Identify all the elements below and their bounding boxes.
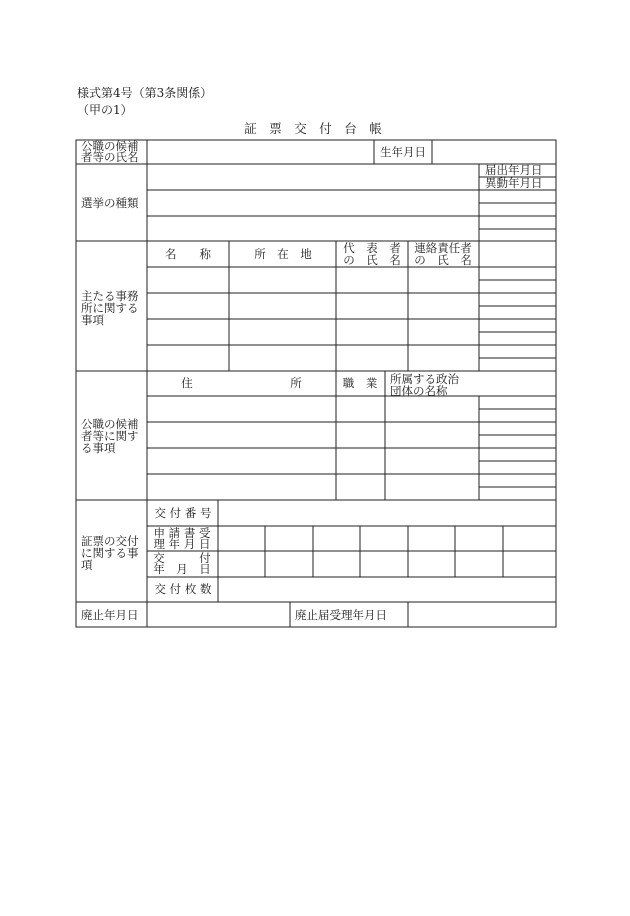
candidate-name-label-1: 公職の候補: [81, 139, 139, 153]
abolish-receipt-date-label: 廃止届受理年月日: [295, 608, 387, 622]
office-label-1: 主たる事務: [81, 289, 139, 303]
form-title: 証 票 交 付 台 帳: [244, 121, 382, 136]
office-col-rep-1: 代 表 者: [343, 241, 401, 255]
office-col-rep-2: の 氏 名: [343, 253, 401, 267]
office-col-contact-2: の 氏 名: [414, 253, 472, 267]
issue-date-label-2: 年 月 日: [153, 562, 211, 576]
issue-number-label: 交 付 番 号: [154, 506, 212, 520]
change-date-label: 異動年月日: [485, 176, 543, 190]
issue-label-1: 証票の交付: [81, 534, 139, 548]
election-type-label: 選挙の種類: [81, 196, 139, 210]
office-col-name: 名 称: [165, 247, 211, 261]
person-col-address-1: 住: [181, 376, 193, 390]
filing-date-label: 届出年月日: [485, 163, 543, 177]
apply-date-label-1: 申 請 書 受: [153, 526, 211, 540]
office-label-2: 所に関する: [81, 301, 139, 315]
form-frame: [76, 140, 556, 627]
issue-label-3: 項: [81, 558, 93, 572]
abolish-date-label: 廃止年月日: [81, 608, 139, 622]
person-col-address-2: 所: [290, 376, 302, 390]
person-label-2: 者等に関す: [81, 429, 139, 443]
person-col-party-1: 所属する政治: [390, 372, 459, 386]
candidate-name-label-2: 者等の氏名: [81, 150, 139, 164]
form-number: 様式第4号（第3条関係）: [77, 86, 213, 100]
issue-date-label-1: 交 付: [153, 551, 211, 565]
birth-date-label: 生年月日: [380, 145, 426, 159]
person-label-1: 公職の候補: [81, 417, 139, 431]
office-label-3: 事項: [81, 313, 104, 327]
person-label-3: る事項: [81, 441, 116, 455]
apply-date-label-2: 理 年 月 日: [153, 537, 211, 551]
office-col-contact-1: 連絡責任者: [414, 241, 472, 255]
issue-count-label: 交 付 枚 数: [154, 582, 212, 596]
person-col-party-2: 団体の名称: [390, 384, 448, 398]
office-col-address: 所 在 地: [254, 247, 312, 261]
form-sub-number: （甲の1）: [77, 103, 133, 117]
issue-label-2: に関する事: [81, 546, 139, 560]
person-col-job: 職 業: [342, 376, 378, 390]
